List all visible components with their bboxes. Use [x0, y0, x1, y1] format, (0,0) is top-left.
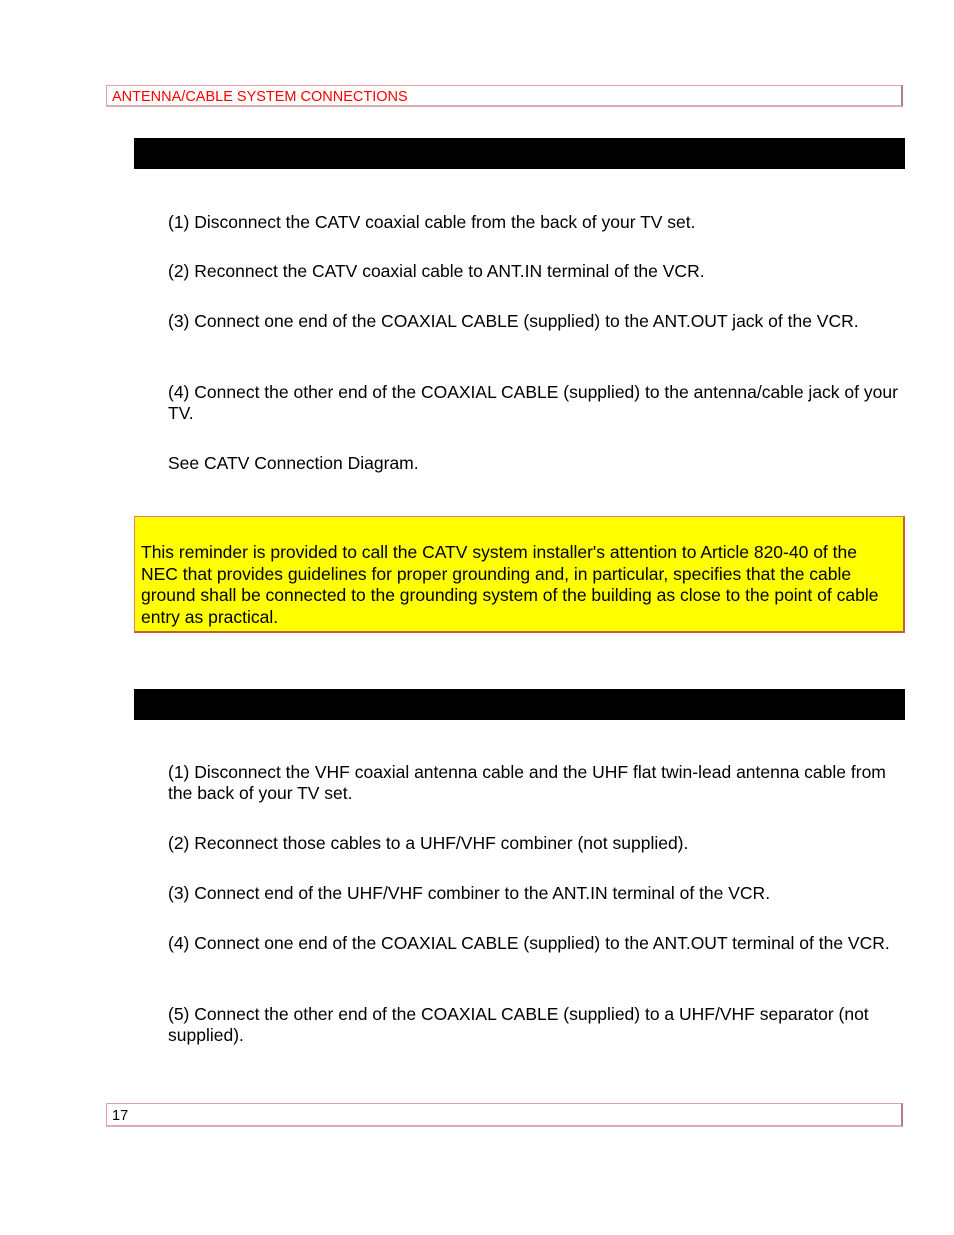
grounding-note-text: This reminder is provided to call the CATV system installer's attention to Article 820-40 of the NEC that provides guidelines for proper grounding and, in particular, specifies that the cable ground shall be connected to the grounding system of the building as close to the point of cable entry as practical. [141, 542, 879, 627]
catv-section-bar [134, 138, 905, 169]
antenna-step-1: (1) Disconnect the VHF coaxial antenna cable and the UHF flat twin-lead antenna cable from the back of your TV set. [168, 762, 886, 803]
catv-step-4: (4) Connect the other end of the COAXIAL CABLE (supplied) to the antenna/cable jack of your TV. [168, 382, 898, 423]
page-number: 17 [112, 1108, 129, 1124]
antenna-section-bar [134, 689, 905, 720]
page-header [106, 85, 903, 107]
antenna-step-3: (3) Connect end of the UHF/VHF combiner to the ANT.IN terminal of the VCR. [168, 883, 771, 903]
catv-diagram-reference: See CATV Connection Diagram. [168, 453, 419, 473]
catv-step-1: (1) Disconnect the CATV coaxial cable from the back of your TV set. [168, 212, 696, 232]
antenna-step-5: (5) Connect the other end of the COAXIAL CABLE (supplied) to a UHF/VHF separator (not supplied). [168, 1004, 869, 1045]
antenna-step-2: (2) Reconnect those cables to a UHF/VHF combiner (not supplied). [168, 833, 689, 853]
catv-step-3: (3) Connect one end of the COAXIAL CABLE (supplied) to the ANT.OUT jack of the VCR. [168, 311, 859, 331]
header-title: ANTENNA/CABLE SYSTEM CONNECTIONS [112, 89, 408, 105]
page-footer [106, 1103, 903, 1127]
catv-step-2: (2) Reconnect the CATV coaxial cable to ANT.IN terminal of the VCR. [168, 261, 705, 281]
antenna-step-4: (4) Connect one end of the COAXIAL CABLE (supplied) to the ANT.OUT terminal of the VCR. [168, 933, 890, 953]
grounding-note-box [134, 516, 905, 633]
